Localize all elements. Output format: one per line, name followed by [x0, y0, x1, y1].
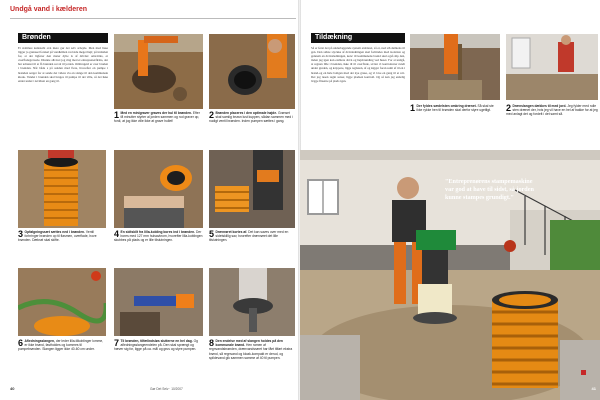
caption-2-text: Grønset skal samlig bruwn lust kuppen, sådan sammen med i nudigt ventil brønden. Inden pumpen sættes i gang.: [209, 111, 293, 124]
caption-3-number: 3: [18, 229, 24, 239]
caption-1: [114, 111, 203, 124]
photo-draenslangen: [506, 34, 598, 100]
caption-5-number: 5: [209, 229, 215, 239]
right-page-number: 41: [591, 386, 596, 391]
pipe-connection-icon: [114, 268, 203, 336]
right-caption-2-number: 2: [506, 103, 512, 113]
right-caption-2-text: Jeg fylder med rulle sten drænet der, hvis jeg vil have en hel af bakke for at jeg med anlagt det og fordelt i det samt så.: [506, 104, 598, 117]
brond-scene-icon: [209, 34, 295, 109]
caption-2-lead: Brønden placeres i den optimale højde.: [215, 111, 278, 115]
caption-8-lead: Den endelse med af slangen holdes på den kommunale brønd.: [215, 339, 283, 348]
right-caption-1: [410, 104, 500, 112]
caption-7-text: Og afledningsslangeendelen på. Den skal sprængt og hæver sig for, ligge på ca. mål og grus og styre pumpen.: [114, 339, 198, 352]
photo-kommunal-brond: [209, 268, 295, 336]
caption-7-lead: Til brønden, tilfælindsløs slutterne en hel dag.: [120, 339, 193, 343]
shovel-scene-icon: [410, 34, 500, 100]
right-page: [303, 0, 600, 400]
caption-2: [209, 111, 295, 124]
photo-minigraver: [114, 34, 203, 109]
pipe-fitting-icon: [114, 150, 203, 228]
caption-3: [18, 230, 106, 243]
caption-5-text: Det kan saves over med en sidetskillig sav, hvorefter drænrøret det lille tilslutningen.: [209, 230, 289, 243]
caption-7-number: 7: [114, 338, 120, 348]
caption-6-number: 6: [18, 338, 24, 348]
right-body-text: Så er først det på underlaggende system etableret, så er, ned sth demtens til gen. Den sidste styckke af drænledningen skal forbindes med isolation og gennem en drænsledningen, konc til kommunens brønd skal også slip den, inden jeg igen kan etablere dræn og hejsbrønding ved huset. For at undgå, at regnen lille i brønden, ikke til til overflade, sætter vi kontrolrører rundt under grøden, og kæppere, ligge regnsten, af og kigger foran samt af til en i brønd-og en hele boligen med det nye gruse, og vi lave en gang til et sæt. Det jog tusen regin satser, ligge pladsen kontroll. Og så kan jeg endelig lægge fliserne på plads igen.: [311, 46, 405, 83]
pull-quote: "Entreprenørens stampemaskine var god at have til sidst, så jorden kunne stampes grundigt.": [445, 178, 534, 201]
caption-1-lead: Med en minigraver graves der hul til brønden.: [120, 111, 192, 115]
caption-4: [114, 230, 203, 243]
caption-3-text: Ventil forbringer brønden op til flasmen, overflade, hove brønden. Dæksel skal skifte.: [18, 230, 97, 243]
left-body-text: Et stabilere kantstøbt ovn mere gør det selv arbejde. Men med huse ligger jo grønseel forskel på vandkilden ved side meget højt; på indsiden for, at der ligfører den meter dybe is af drivder omsætnis, er overfladegravede. Direkte albæret jog ring med et entreprenørfirma, der har udrustet til at få brønden sat sit til jorden. Ombrugetd er over bruden i brønden. Når både s på sanden med flere, hvorefter en pumpe i brønden sørger for at sende det videre via en slange til den kommunale kloak. Vandet i brønden skal bruges til pumpe til det ville, så det ikke ender under i kældren en gang til.: [18, 46, 108, 83]
right-caption-1-lead: Der fyldes sædelsten omkring drænet.: [416, 104, 477, 108]
photo-opfolgningssaet: [18, 150, 106, 228]
section-title-right: Tildækning: [311, 33, 405, 43]
left-page-number: 40: [10, 386, 15, 391]
right-caption-1-text: Så skal ste ikke rykke hen til brønden skal derfor styre ugetligt.: [416, 104, 494, 113]
header-rule: [10, 18, 296, 19]
caption-5: [209, 230, 295, 243]
caption-2-number: 2: [209, 110, 215, 120]
photo-brond-placering: [209, 34, 295, 109]
end-marker-icon: [581, 370, 586, 375]
hose-pit-icon: [18, 268, 106, 336]
photo-sidtskilt: [114, 150, 203, 228]
caption-5-lead: Drænrøret kortes af.: [215, 230, 248, 234]
right-caption-2: [506, 104, 598, 117]
caption-1-text: Efter få minutter styrter al jorden sammen og rod graver op, fordi, at jog ikke ville ikke at grave hullet!: [114, 111, 200, 124]
caption-6-text: der leder lilla-tilkoblinger lomme, er ikke brønd, fastholdes og kommes til pumpebrønden. Slangen ligger ikke 40-60 cm under.: [18, 339, 104, 352]
house-wall-icon: [506, 34, 598, 100]
caption-8-number: 8: [209, 338, 215, 348]
section-title-left: Brønden: [18, 33, 108, 43]
page-header-title: Undgå vand i kælderen: [10, 6, 88, 13]
photo-saedelsten: [410, 34, 500, 100]
drain-pipe-icon: [209, 150, 295, 228]
left-footer: Gør Det Selv · 10/2007: [150, 387, 183, 391]
right-caption-1-number: 1: [410, 103, 416, 113]
left-page: [10, 0, 296, 400]
caption-3-lead: Opfølgningssæt sættes ned i brønden.: [24, 230, 85, 234]
photo-afledningsslange: [18, 268, 106, 336]
corrugated-pipe-icon: [18, 150, 106, 228]
caption-6: [18, 339, 106, 352]
photo-draenroer: [209, 150, 295, 228]
caption-8: [209, 339, 295, 360]
caption-1-number: 1: [114, 110, 120, 120]
photo-tilfaelindslos: [114, 268, 203, 336]
caption-4-text: Der bores med 127 mm hulsavkrom, hvorefter lilla-koblingen skubbes på plads og er lille tilslutningen.: [114, 230, 203, 243]
right-caption-2-lead: Drænslangen dækkes til med jord.: [512, 104, 567, 108]
manhole-icon: [209, 268, 295, 336]
caption-6-lead: Afledningsslangen,: [24, 339, 55, 343]
caption-8-text: Hen ramen af regnvandsbrønden, drænvandsrøret har fået tilført ekstra brønd, så regnvand og kloak-kompakt er derud, og spildevand gik sammen samme af 40 til pumpen.: [209, 343, 293, 360]
caption-7: [114, 339, 203, 352]
minigraver-scene-icon: [114, 34, 203, 109]
caption-4-number: 4: [114, 229, 120, 239]
caption-4-lead: En sidtskilt fra lilla-kobling bores ind i brønden.: [120, 230, 196, 234]
